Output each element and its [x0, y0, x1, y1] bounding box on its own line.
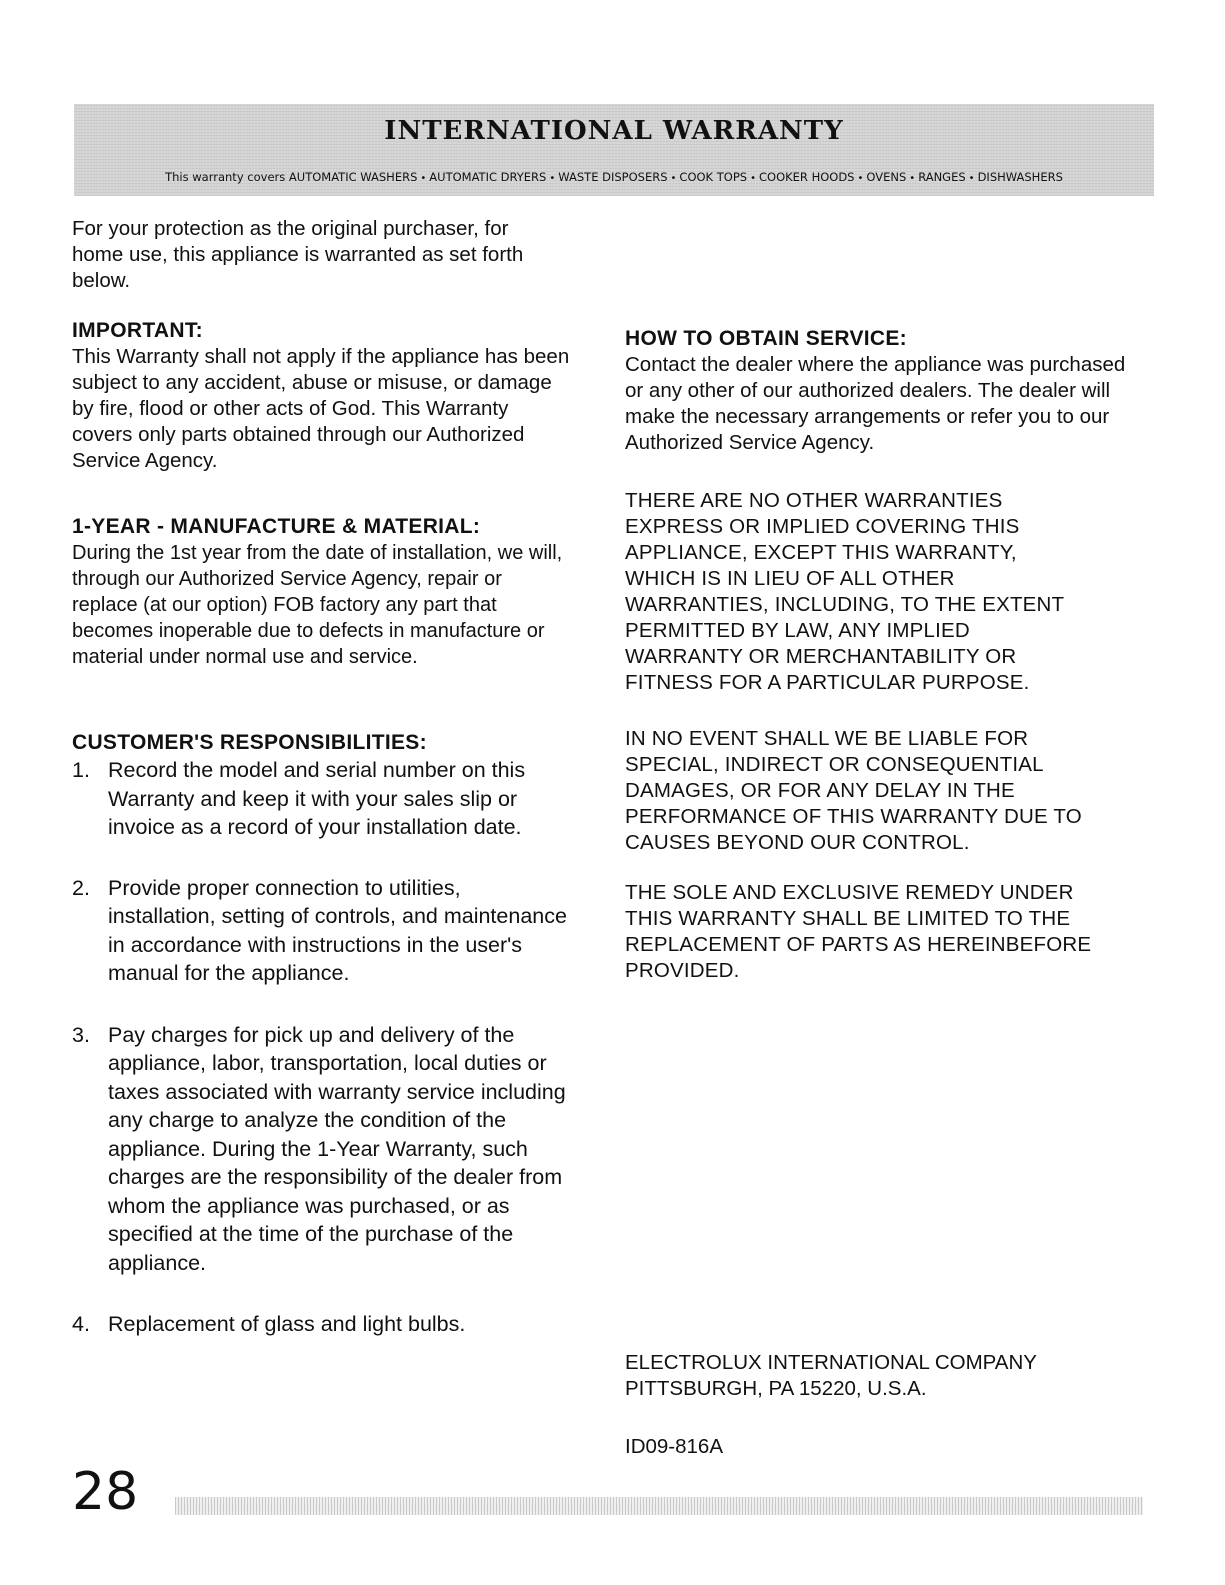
page-number: 28 [72, 1462, 139, 1522]
covered-item: COOKER HOODS [758, 170, 855, 184]
disclaimer-liability [625, 726, 1115, 856]
list-item-number: 1. [72, 758, 90, 782]
list-item-number: 3. [72, 1022, 90, 1047]
warranty-banner [74, 104, 1154, 196]
separator-dot: • [968, 173, 975, 184]
list-item-text: Provide proper connection to utilities, installation, setting of controls, and maintenance in accordance with instructions in the user's manual for the appliance. [108, 875, 567, 985]
banner-title: INTERNATIONAL WARRANTY [384, 116, 844, 146]
list-item-number: 2. [72, 875, 90, 900]
separator-dot: • [549, 173, 556, 184]
disclaimer-text: THE SOLE AND EXCLUSIVE REMEDY UNDER THIS WARRANTY SHALL BE LIMITED TO THE REPLACEMENT OF PARTS AS HEREINBEFORE PROVIDED. [625, 881, 1092, 982]
separator-dot: • [857, 173, 864, 184]
separator-dot: • [420, 173, 427, 184]
covered-item: WASTE DISPOSERS [558, 170, 668, 184]
service-heading: HOW TO OBTAIN SERVICE: [625, 327, 907, 350]
list-item [72, 874, 567, 988]
document-id-text: ID09-816A [625, 1435, 724, 1458]
responsibilities-list [72, 756, 567, 1339]
covered-item: OVENS [866, 170, 907, 184]
separator-dot: • [909, 173, 916, 184]
list-item-text: Replacement of glass and light bulbs. [108, 1312, 466, 1336]
one-year-section [72, 514, 572, 670]
banner-subtitle [74, 170, 1154, 184]
disclaimer-text: IN NO EVENT SHALL WE BE LIABLE FOR SPECIAL, INDIRECT OR CONSEQUENTIAL DAMAGES, OR FOR ANY DELAY IN THE PERFORMANCE OF THIS WARRANTY DUE TO CAUSES BEYOND OUR CONTROL. [625, 727, 1082, 854]
company-name: ELECTROLUX INTERNATIONAL COMPANY [625, 1351, 1037, 1374]
separator-dot: • [750, 173, 756, 184]
covered-item: AUTOMATIC DRYERS [429, 170, 547, 184]
service-section [625, 326, 1145, 456]
disclaimer-text: THERE ARE NO OTHER WARRANTIES EXPRESS OR IMPLIED COVERING THIS APPLIANCE, EXCEPT THIS WARRANTY, WHICH IS IN LIEU OF ALL OTHER WARRANTIES, INCLUDING, TO THE EXTENT PERMITTED BY LAW, ANY IMPLIED WARRANTY OR MERCHANTABILITY OR FITNESS FOR A PARTICULAR PURPOSE. [625, 489, 1064, 694]
covered-item: DISHWASHERS [977, 170, 1063, 184]
document-id [625, 1434, 1145, 1460]
intro-text: For your protection as the original purchaser, for home use, this appliance is warranted as set forth below. [72, 217, 524, 292]
covered-item: COOK TOPS [679, 170, 748, 184]
responsibilities-section [72, 730, 567, 1339]
important-section [72, 318, 572, 474]
footer-rule [175, 1497, 1143, 1515]
list-item [72, 756, 567, 842]
one-year-text: During the 1st year from the date of installation, we will, through our Authorized Service Agency, repair or replace (at our option) FOB factory any part that becomes inoperable due to defects in manufacture or material under normal use and service. [72, 542, 563, 668]
responsibilities-heading: CUSTOMER'S RESPONSIBILITIES: [72, 731, 427, 754]
list-item-number: 4. [72, 1312, 90, 1336]
list-item [72, 1310, 567, 1339]
service-text: Contact the dealer where the appliance was purchased or any other of our authorized dealers. The dealer will make the necessary arrangements or refer you to our Authorized Service Agency. [625, 353, 1126, 454]
company-block [625, 1350, 1145, 1402]
separator-dot: • [670, 173, 677, 184]
list-item-text: Record the model and serial number on this Warranty and keep it with your sales slip or invoice as a record of your installation date. [108, 758, 526, 839]
banner-subtitle-prefix: This warranty covers [165, 170, 286, 184]
disclaimer-remedy [625, 880, 1105, 984]
covered-item: RANGES [918, 170, 966, 184]
disclaimer-warranties [625, 488, 1075, 696]
covered-item: AUTOMATIC WASHERS [288, 170, 418, 184]
important-text: This Warranty shall not apply if the appliance has been subject to any accident, abuse or misuse, or damage by fire, flood or other acts of God. This Warranty covers only parts obtained through our Authorized Service Agency. [72, 345, 570, 472]
intro-section [72, 216, 552, 294]
list-item [72, 1021, 567, 1278]
important-heading: IMPORTANT: [72, 319, 203, 342]
list-item-text: Pay charges for pick up and delivery of the appliance, labor, transportation, local duties or taxes associated with warranty service including any charge to analyze the condition of the appliance. During the 1-Year Warranty, such charges are the responsibility of the dealer from whom the appliance was purchased, or as specified at the time of the purchase of the appliance. [108, 1022, 566, 1275]
one-year-heading: 1-YEAR - MANUFACTURE & MATERIAL: [72, 515, 481, 538]
company-address: PITTSBURGH, PA 15220, U.S.A. [625, 1377, 927, 1400]
